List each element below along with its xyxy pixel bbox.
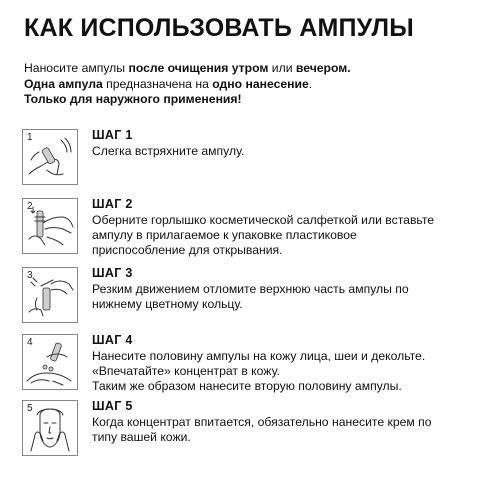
step-number: 1 xyxy=(27,132,33,143)
step-heading: ШАГ 5 xyxy=(92,399,133,413)
break-ampoule-icon xyxy=(22,267,78,323)
step-1 xyxy=(22,129,472,185)
intro-line-2: Одна ампула предназначена на одно нанесение. xyxy=(24,76,313,91)
shake-ampoule-icon xyxy=(22,129,78,185)
step-3 xyxy=(22,267,472,323)
step-heading: ШАГ 2 xyxy=(92,197,133,211)
apply-drops-icon xyxy=(22,334,78,390)
step-number: 4 xyxy=(27,337,33,348)
step-description: Слегка встряхните ампулу. xyxy=(92,144,245,158)
step-description: Нанесите половину ампулы на кожу лица, шеи и декольте. «Впечатайте» концентрат в кожу. Таким же образом нанесите вторую половину ампулы. xyxy=(92,349,426,393)
step-5 xyxy=(22,400,472,456)
intro-line-1: Наносите ампулы после очищения утром или вечером. xyxy=(24,61,351,75)
step-heading: ШАГ 1 xyxy=(92,128,133,142)
wrap-ampoule-icon xyxy=(22,198,78,254)
step-number: 5 xyxy=(27,403,33,414)
step-description: Когда концентрат впитается, обязательно нанесите крем по типу вашей кожи. xyxy=(92,415,432,444)
face-cream-icon xyxy=(22,400,78,456)
step-number: 2 xyxy=(27,201,33,212)
step-4 xyxy=(22,333,472,393)
page-title: КАК ИСПОЛЬЗОВАТЬ АМПУЛЫ xyxy=(24,14,414,42)
step-description: Оберните горлышко косметической салфеткой или вставьте ампулу в прилагаемое к упаковке пластиковое приспособление для открывания. xyxy=(92,213,435,257)
step-description: Резким движением отломите верхнюю часть ампулы по нижнему цветному кольцу. xyxy=(92,282,409,311)
usage-instructions xyxy=(24,61,464,108)
intro-line-3: Только для наружного применения! xyxy=(24,92,242,106)
step-heading: ШАГ 4 xyxy=(92,333,133,347)
step-2 xyxy=(22,197,472,257)
step-heading: ШАГ 3 xyxy=(92,266,133,280)
step-number: 3 xyxy=(27,270,33,281)
